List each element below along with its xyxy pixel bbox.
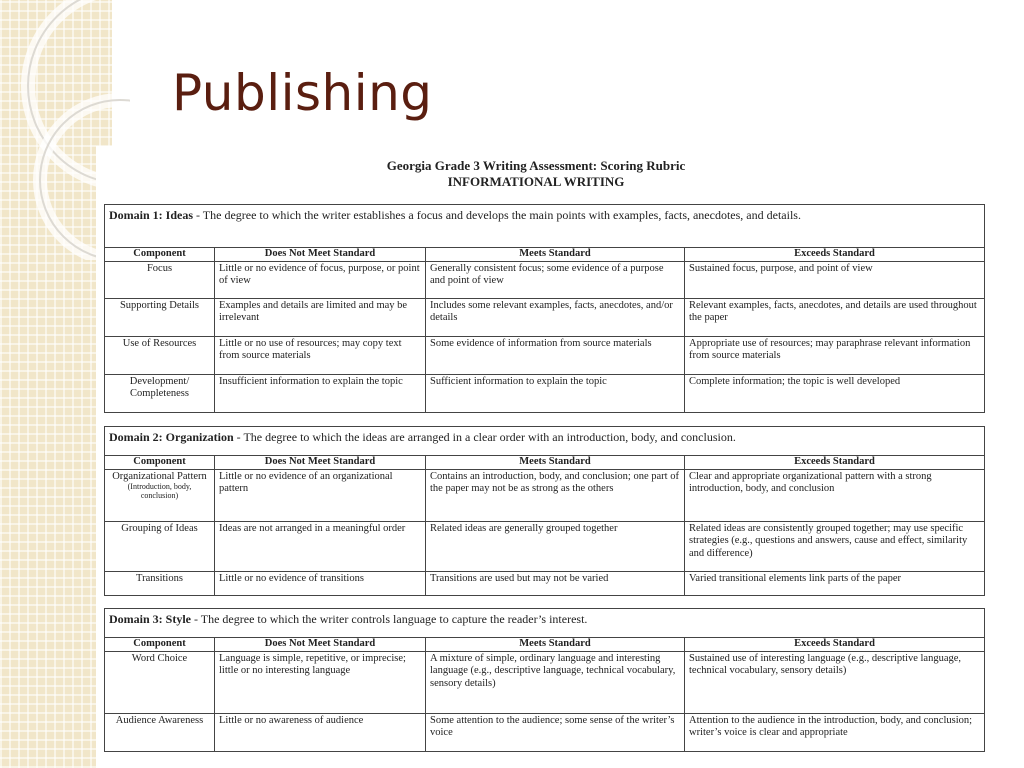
component-note: (Introduction, body, conclusion) [127,482,192,500]
component-cell: Word Choice [105,651,215,713]
does-not-meet-cell: Little or no evidence of an organizational pattern [215,469,426,521]
exceeds-cell: Varied transitional elements link parts of the paper [685,571,985,595]
exceeds-cell: Relevant examples, facts, anecdotes, and details are used throughout the paper [685,298,985,336]
domain-description: - The degree to which the writer establishes a focus and develops the main points with examples, facts, anecdotes, and details. [193,208,801,222]
column-header-row [105,456,985,470]
header-does-not-meet: Does Not Meet Standard [215,638,426,652]
exceeds-cell: Complete information; the topic is well developed [685,374,985,412]
header-component: Component [105,638,215,652]
document-title: Georgia Grade 3 Writing Assessment: Scoring Rubric [386,158,686,173]
table-row [105,469,985,521]
component-label: Organizational Pattern [112,470,207,482]
domain-name: Domain 2: Organization [109,430,234,444]
header-meets: Meets Standard [426,456,685,470]
header-does-not-meet: Does Not Meet Standard [215,456,426,470]
rubric-document [96,146,1004,768]
component-cell: Focus [105,261,215,298]
domain-header [105,205,985,248]
slide-title: Publishing [172,64,433,122]
meets-cell: Includes some relevant examples, facts, anecdotes, and/or details [426,298,685,336]
exceeds-cell: Attention to the audience in the introduction, body, and conclusion; writer’s voice is clear and appropriate [685,713,985,751]
does-not-meet-cell: Examples and details are limited and may be irrelevant [215,298,426,336]
component-cell: Transitions [105,571,215,595]
domain-3-table [104,608,985,752]
meets-cell: Some attention to the audience; some sense of the writer’s voice [426,713,685,751]
component-cell: Audience Awareness [105,713,215,751]
component-cell [105,469,215,521]
domain-2-table [104,426,985,596]
exceeds-cell: Clear and appropriate organizational pattern with a strong introduction, body, and conclusion [685,469,985,521]
table-row [105,261,985,298]
component-cell: Supporting Details [105,298,215,336]
domain-name: Domain 1: Ideas [109,208,194,222]
table-row [105,298,985,336]
exceeds-cell: Appropriate use of resources; may paraphrase relevant information from source materials [685,336,985,374]
header-exceeds: Exceeds Standard [685,456,985,470]
domain-1-table [104,204,985,413]
table-row [105,651,985,713]
does-not-meet-cell: Ideas are not arranged in a meaningful order [215,521,426,571]
meets-cell: Generally consistent focus; some evidence of a purpose and point of view [426,261,685,298]
does-not-meet-cell: Little or no awareness of audience [215,713,426,751]
meets-cell: Related ideas are generally grouped together [426,521,685,571]
document-subtitle: INFORMATIONAL WRITING [447,174,625,189]
meets-cell: Some evidence of information from source materials [426,336,685,374]
exceeds-cell: Sustained use of interesting language (e.g., descriptive language, technical vocabulary, sensory details) [685,651,985,713]
header-meets: Meets Standard [426,638,685,652]
column-header-row [105,638,985,652]
domain-description: - The degree to which the ideas are arranged in a clear order with an introduction, body, and conclusion. [233,430,736,444]
meets-cell: Contains an introduction, body, and conclusion; one part of the paper may not be as strong as the others [426,469,685,521]
does-not-meet-cell: Little or no evidence of transitions [215,571,426,595]
component-cell: Use of Resources [105,336,215,374]
column-header-row [105,248,985,262]
does-not-meet-cell: Little or no evidence of focus, purpose, or point of view [215,261,426,298]
table-row [105,571,985,595]
header-does-not-meet: Does Not Meet Standard [215,248,426,262]
table-row [105,713,985,751]
component-cell: Grouping of Ideas [105,521,215,571]
meets-cell: A mixture of simple, ordinary language and interesting language (e.g., descriptive language, technical vocabulary, sensory details) [426,651,685,713]
does-not-meet-cell: Language is simple, repetitive, or imprecise; little or no interesting language [215,651,426,713]
exceeds-cell: Sustained focus, purpose, and point of view [685,261,985,298]
meets-cell: Sufficient information to explain the topic [426,374,685,412]
header-exceeds: Exceeds Standard [685,638,985,652]
table-row [105,336,985,374]
header-component: Component [105,248,215,262]
component-cell: Development/ Completeness [105,374,215,412]
header-component: Component [105,456,215,470]
header-meets: Meets Standard [426,248,685,262]
header-exceeds: Exceeds Standard [685,248,985,262]
table-row [105,521,985,571]
domain-description: - The degree to which the writer controls language to capture the reader’s interest. [191,612,588,626]
exceeds-cell: Related ideas are consistently grouped together; may use specific strategies (e.g., questions and answers, cause and effect, similarity and difference) [685,521,985,571]
domain-header [105,427,985,456]
domain-name: Domain 3: Style [109,612,191,626]
table-row [105,374,985,412]
domain-header [105,609,985,638]
does-not-meet-cell: Little or no use of resources; may copy text from source materials [215,336,426,374]
meets-cell: Transitions are used but may not be varied [426,571,685,595]
does-not-meet-cell: Insufficient information to explain the topic [215,374,426,412]
